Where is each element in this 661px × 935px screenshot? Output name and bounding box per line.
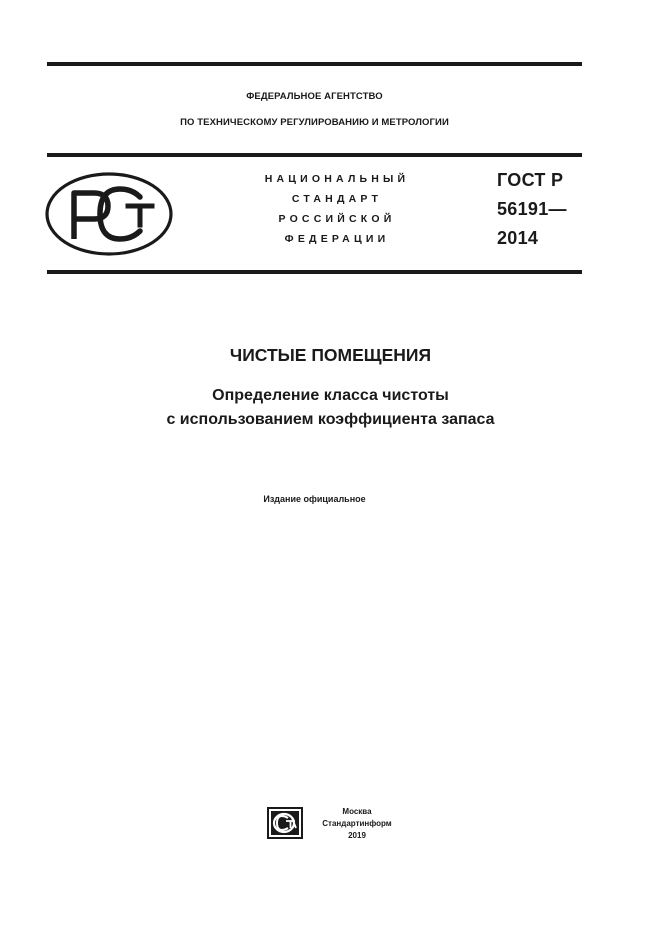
edition-label: Издание официальное	[263, 494, 366, 504]
rst-certification-mark-icon	[44, 171, 174, 257]
standard-type-line-3: РОССИЙСКОЙ	[278, 213, 396, 225]
document-title: ЧИСТЫЕ ПОМЕЩЕНИЯ	[229, 345, 432, 365]
standard-type-line-2: СТАНДАРТ	[291, 193, 383, 205]
top-rule	[47, 62, 582, 66]
publisher-city: Москва	[342, 807, 372, 816]
agency-line-1: ФЕДЕРАЛЬНОЕ АГЕНТСТВО	[246, 91, 383, 102]
gost-designation-line-2: 56191—	[497, 199, 567, 219]
publisher-name: Стандартинформ	[322, 819, 392, 828]
gost-designation-line-3: 2014	[497, 228, 539, 248]
publication-year: 2019	[348, 831, 366, 840]
gost-designation-line-1: ГОСТ Р	[497, 170, 564, 190]
standard-type-line-1: НАЦИОНАЛЬНЫЙ	[264, 173, 410, 185]
standartinform-logo-icon	[266, 806, 304, 840]
agency-line-2: ПО ТЕХНИЧЕСКОМУ РЕГУЛИРОВАНИЮ И МЕТРОЛОГИИ	[180, 117, 449, 128]
document-subtitle-line-1: Определение класса чистоты	[212, 387, 449, 404]
middle-rule	[47, 153, 582, 157]
bottom-rule	[47, 270, 582, 274]
standard-type-line-4: ФЕДЕРАЦИИ	[284, 233, 390, 245]
document-subtitle-line-2: с использованием коэффициента запаса	[166, 411, 495, 428]
